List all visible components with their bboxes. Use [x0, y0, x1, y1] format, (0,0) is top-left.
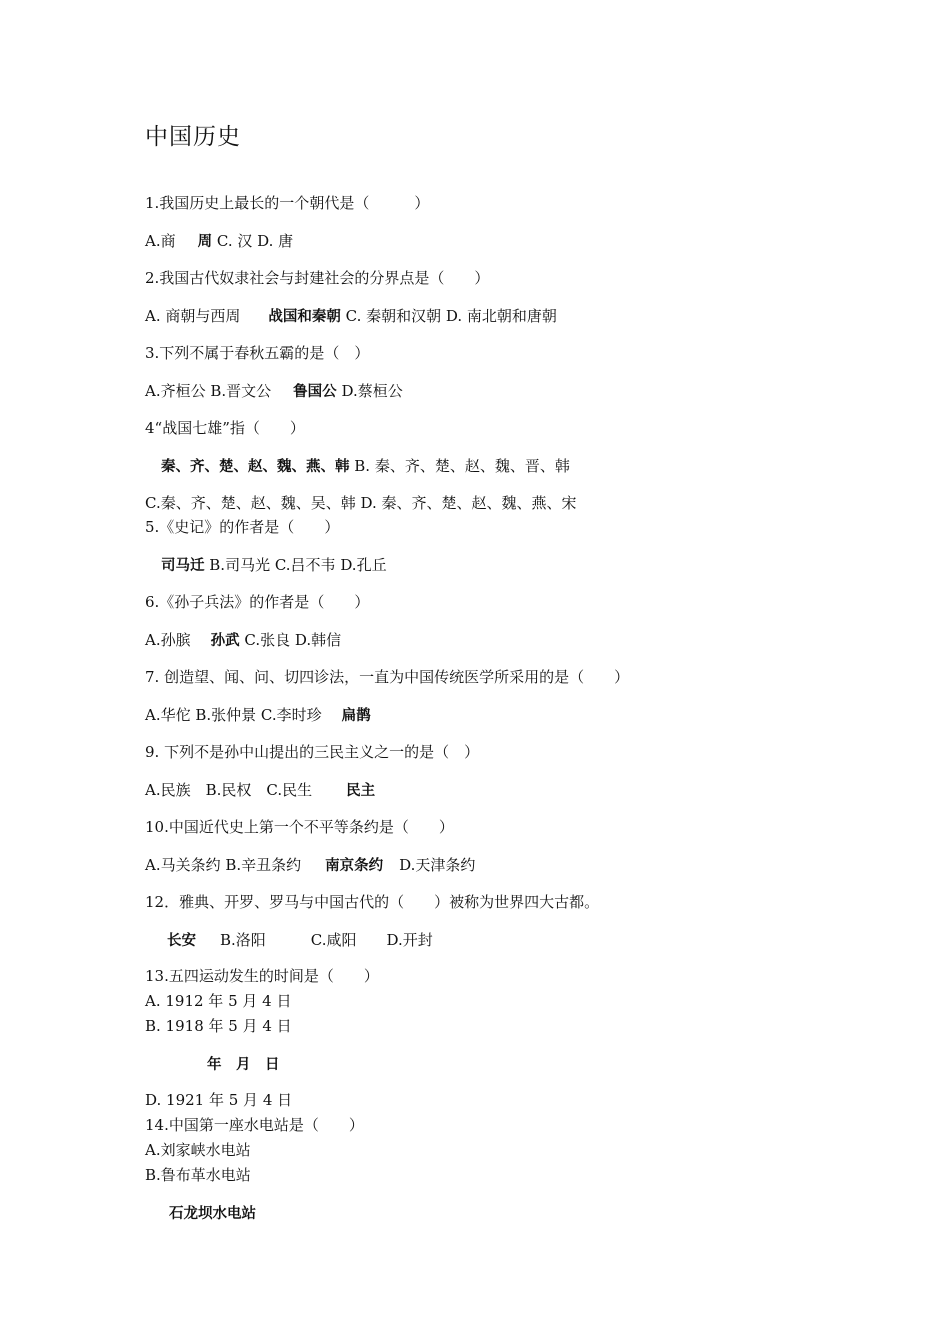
- answer-highlight: 长安: [167, 933, 196, 949]
- question-2-options: [145, 306, 557, 327]
- answer-highlight: 秦、齐、楚、赵、魏、燕、韩: [161, 459, 350, 475]
- page-title: 中国历史: [145, 124, 241, 150]
- option-rest: C.张良 D.韩信: [244, 631, 342, 649]
- question-3-options: [145, 381, 403, 402]
- question-14-option-b: B.鲁布革水电站: [145, 1166, 251, 1184]
- question-6-options: [145, 630, 341, 651]
- question-5: 5.《史记》的作者是（ ）: [145, 518, 340, 536]
- option-b: B. 秦、齐、楚、赵、魏、晋、韩: [354, 457, 570, 475]
- option-rest: C. 汉 D. 唐: [216, 232, 294, 250]
- question-13: 13.五四运动发生的时间是（ ）: [145, 967, 379, 985]
- option-rest: B.洛阳 C.咸阳 D.开封: [220, 931, 433, 949]
- question-4-options-ab: [145, 456, 570, 477]
- question-13-option-a: A. 1912 年 5 月 4 日: [145, 992, 292, 1010]
- option-rest: C. 秦朝和汉朝 D. 南北朝和唐朝: [345, 307, 557, 325]
- option-a: A. 商朝与西周: [145, 307, 241, 325]
- answer-highlight: 民主: [346, 783, 376, 799]
- answer-highlight: 年 月 日: [207, 1057, 280, 1073]
- question-3: 3.下列不属于春秋五霸的是（ ）: [145, 344, 370, 362]
- question-9-options: [145, 780, 375, 801]
- question-14: 14.中国第一座水电站是（ ）: [145, 1116, 364, 1134]
- question-12: 12．雅典、开罗、罗马与中国古代的（ ）被称为世界四大古都。: [145, 893, 600, 911]
- option-a: A.华佗 B.张仲景 C.李时珍: [145, 706, 322, 724]
- answer-highlight: 司马迁: [161, 558, 205, 574]
- question-1: 1.我国历史上最长的一个朝代是（ ）: [145, 194, 430, 212]
- answer-highlight: 南京条约: [325, 858, 384, 874]
- answer-highlight: 石龙坝水电站: [169, 1206, 256, 1222]
- option-rest: D.天津条约: [399, 856, 476, 874]
- question-13-option-b: B. 1918 年 5 月 4 日: [145, 1017, 292, 1035]
- question-14-option-a: A.刘家峡水电站: [145, 1141, 251, 1159]
- option-a: A.齐桓公 B.晋文公: [145, 382, 272, 400]
- answer-highlight: 扁鹊: [341, 708, 371, 724]
- question-5-options: [145, 555, 387, 576]
- option-a: A.孙膑: [145, 631, 191, 649]
- question-6: 6.《孙子兵法》的作者是（ ）: [145, 593, 370, 611]
- question-10: 10.中国近代史上第一个不平等条约是（ ）: [145, 818, 454, 836]
- answer-highlight: 战国和秦朝: [268, 309, 341, 325]
- option-a: A.民族 B.民权 C.民生: [145, 781, 313, 799]
- question-2: 2.我国古代奴隶社会与封建社会的分界点是（ ）: [145, 269, 490, 287]
- question-14-option-c: [145, 1203, 256, 1224]
- option-a: A.商: [145, 232, 176, 250]
- question-1-options: [145, 231, 293, 252]
- answer-highlight: 孙武: [210, 633, 240, 649]
- question-7: 7. 创造望、闻、问、切四诊法，一直为中国传统医学所采用的是（ ）: [145, 668, 630, 686]
- question-9: 9. 下列不是孙中山提出的三民主义之一的是（ ）: [145, 743, 480, 761]
- question-7-options: [145, 705, 371, 726]
- option-rest: B.司马光 C.吕不韦 D.孔丘: [209, 556, 387, 574]
- option-a: A.马关条约 B.辛丑条约: [145, 856, 302, 874]
- question-4-options-cd: C.秦、齐、楚、赵、魏、吴、韩 D. 秦、齐、楚、赵、魏、燕、宋: [145, 494, 577, 512]
- answer-highlight: 鲁国公: [293, 384, 337, 400]
- question-12-options: [145, 930, 433, 951]
- answer-highlight: 周: [197, 234, 213, 250]
- question-13-option-c: [145, 1054, 280, 1075]
- question-13-option-d: D. 1921 年 5 月 4 日: [145, 1091, 293, 1109]
- question-4: 4“战国七雄”指（ ）: [145, 419, 305, 437]
- question-10-options: [145, 855, 475, 876]
- option-rest: D.蔡桓公: [341, 382, 403, 400]
